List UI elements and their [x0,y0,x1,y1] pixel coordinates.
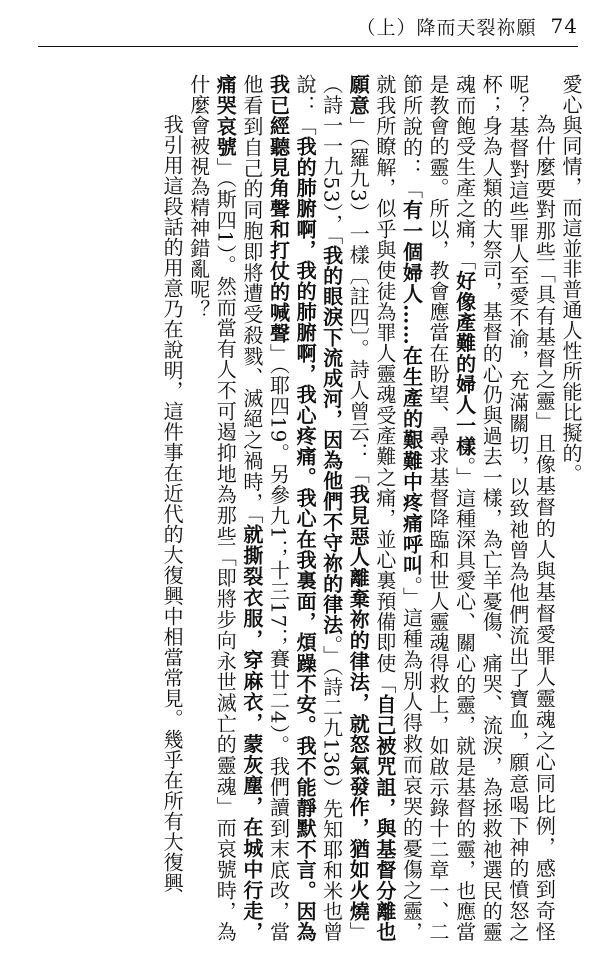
quoted-text: 我的眼淚下流成河，因為他們不守祢的律法 [319,244,344,635]
quoted-text: 我的肺腑啊，我的肺腑啊，我心疼痛。我心在我裏面，煩躁不安。我不能靜默不言。因為我已經聽見角聲和打仗的喊聲 [266,74,318,942]
body-text-segment: 」（耶四19。另參九1；十三17；賽廿二4）。我們讀到末底改，當他看到自己的同胞即將遭受殺戮、滅絕之禍時，「 [239,74,291,942]
body-text-segment: 愛心與同情，而這並非普通人性所能比擬的。 [559,74,583,484]
header-rule [38,46,578,47]
paragraph-p2 [185,74,557,942]
body-text-segment: 」（詩一一九53），「 [319,74,371,942]
body-text-segment: 。」這種深具愛心、關心的靈，就是基督的靈，也應當是教會的靈。所以，教會應當在盼望、尋求基督降臨和世人靈魂得救上，如啟示錄十二章一、二節所說的：「 [399,74,477,942]
paragraph-p1 [557,74,584,942]
body-text-segment: 為什麼要對那些「具有基督之靈」且像基督的人與基督愛罪人靈魂之心同比例，感到奇怪呢？基督對這些罪人至愛不渝，充滿關切，以致祂曾為他們流出了寶血，願意喝下神的憤怒之杯；身為人類的大祭司，基督的心仍與過去一樣，為亡羊憂傷、痛哭、流淚，為拯救祂選民的靈魂而飽受生產之痛，「 [452,74,557,942]
body-text-segment: 」（斯四1）。然而當有人不可遏抑地為那些「即將步向永世滅亡的靈魂」而哀號時，為什麼會被視為精神錯亂呢？ [186,74,238,942]
body-text-segment: 」（羅九3）一樣〔註四〕。詩人曾云：「 [346,115,371,485]
vertical-body-text [44,74,584,942]
quoted-text: 有一個婦人……在生產的艱難中疼痛呼叫 [399,199,424,576]
running-header [357,14,578,38]
body-text-segment: 。」（詩二九136）先知耶和米也曾說：「 [293,74,344,942]
body-text-segment: 我引用這段話的用意乃在說明，這件事在近代的大復興中相當常見。幾乎在所有大復興 [160,114,185,893]
page-number: 74 [550,14,578,38]
quoted-text: 我見惡人離棄祢的律法，就怒氣發作，猶如火燒 [346,484,371,922]
quoted-text: 自己被咒詛，與基督分離也願意 [346,74,397,942]
paragraph-p3 [159,74,186,942]
chapter-title: （上）降而天裂祢願 [356,16,537,39]
body-text-segment: 。」這種為別人得救而哀哭的憂傷之靈，就我所瞭解，似乎與使徒為罪人靈魂受產難之痛，並心裏預備即使「 [372,74,424,942]
quoted-text: 好像產難的婦人一樣 [452,270,477,457]
quoted-text: 就撕裂衣服，穿麻衣，蒙灰塵，在城中行走，痛哭哀號 [213,74,264,942]
